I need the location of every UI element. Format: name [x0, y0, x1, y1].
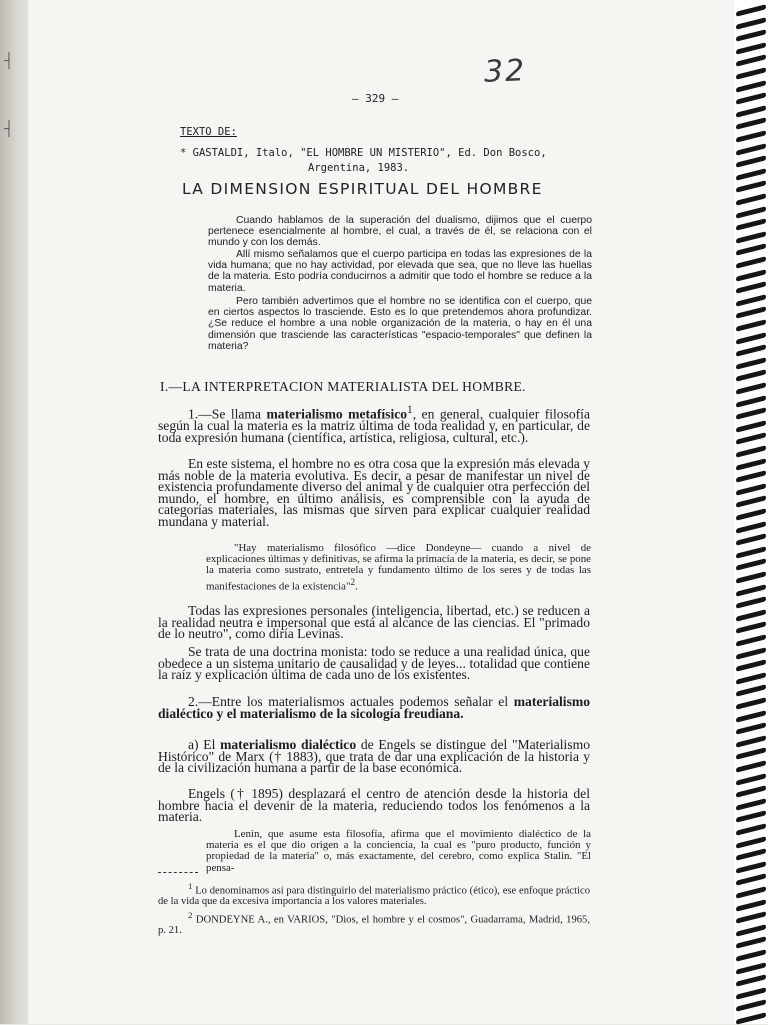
binding-coil: [736, 609, 766, 621]
footnote-ref: 1: [407, 404, 413, 416]
binding-coil: [736, 848, 766, 860]
binding-coil: [736, 168, 766, 180]
binding-coil: [736, 370, 766, 382]
binding-coil: [736, 496, 766, 508]
binding-coil: [736, 4, 766, 16]
binding-coil: [736, 29, 766, 41]
binding-coil: [736, 357, 766, 369]
binding-coil: [736, 735, 766, 747]
binding-coil: [736, 244, 766, 256]
section-heading: I.—LA INTERPRETACION MATERIALISTA DEL HOMBRE.: [160, 379, 526, 394]
binding-coil: [736, 559, 766, 571]
paragraph-materialismo-metafisico: 1.—Se llama materialismo metafísico$^1$, en general, cualquier filosofía según la cual la materia es la matriz última de toda realidad y, en particular, de toda expresión humana (científica, artística, religiosa, cultural, etc.).: [158, 404, 590, 445]
binding-coil: [736, 874, 766, 886]
binding-coil: [736, 697, 766, 709]
footnote-2: $^2$ DONDEYNE A., en VARIOS, "Dios, el hombre y el cosmos", Guadarrama, Madrid, 1965, p. 21.: [158, 910, 590, 936]
printed-page-number: – 329 –: [352, 92, 399, 105]
bold-term: materialismo dialéctico: [220, 737, 357, 752]
binding-coil: [736, 193, 766, 205]
intro-paragraph-3: Pero también advertimos que el hombre no se identifica con el cuerpo, que en ciertos aspectos lo trasciende. Esto es lo que pretendemos ahora profundizar. ¿Se reduce el hombre a una noble organización de la materia, o hay en él una dimensión que trasciende las características "espacio-temporales" que definen la materia?: [208, 296, 592, 352]
binding-coil: [736, 949, 766, 961]
binding-coil: [736, 760, 766, 772]
binding-coil: [736, 420, 766, 432]
binding-coil: [736, 319, 766, 331]
binding-coil: [736, 785, 766, 797]
binding-coil: [736, 143, 766, 155]
chapter-title: LA DIMENSION ESPIRITUAL DEL HOMBRE: [182, 180, 543, 198]
binding-coil: [736, 508, 766, 520]
binding-coil: [736, 281, 766, 293]
binding-coil: [736, 483, 766, 495]
binding-coil: [736, 130, 766, 142]
binding-coil: [736, 118, 766, 130]
bold-term: materialismo dialéctico y el materialismo de la sicología freudiana.: [158, 694, 590, 721]
binding-coil: [736, 987, 766, 999]
binding-coil: [736, 584, 766, 596]
binding-coil: [736, 672, 766, 684]
handwritten-page-number: 32: [483, 53, 527, 90]
margin-mark: ┤: [4, 120, 14, 136]
paragraph-materialismo-dialectico: a) El materialismo dialéctico de Engels se distingue del "Materialismo Histórico" de Marx († 1883), que trata de dar una explicación de la historia y de la civilización humana a partir de la base económica.: [158, 737, 590, 776]
binding-coil: [736, 155, 766, 167]
binding-coil: [736, 798, 766, 810]
binding-coil: [736, 974, 766, 986]
source-citation-line2: Argentina, 1983.: [308, 162, 410, 174]
binding-coil: [736, 458, 766, 470]
binding-coil: [736, 634, 766, 646]
footnote-mark: 1: [188, 881, 193, 891]
binding-coil: [736, 269, 766, 281]
source-label: TEXTO DE:: [180, 126, 237, 138]
binding-coil: [736, 80, 766, 92]
source-citation-line1: * GASTALDI, Italo, "EL HOMBRE UN MISTERIO", Ed. Don Bosco,: [180, 147, 547, 159]
binding-coil: [736, 294, 766, 306]
paragraph-monista: Se trata de una doctrina monista: todo se reduce a una realidad única, que obedece a un sistema unitario de causalidad y de leyes... totalidad que contiene la raíz y explicación última de cada uno de los existentes.: [158, 644, 590, 683]
binding-coil: [736, 67, 766, 79]
binding-coil: [736, 748, 766, 760]
binding-coil: [736, 836, 766, 848]
binding-coil: [736, 344, 766, 356]
bold-term: materialismo metafísico: [266, 406, 408, 422]
binding-coil: [736, 307, 766, 319]
binding-coil: [736, 445, 766, 457]
binding-coil: [736, 332, 766, 344]
binding-coil: [736, 231, 766, 243]
footnote-1: $^1$ Lo denominamos así para distinguirlo del materialismo práctico (ético), ese enfoque práctico de la vida que da excesiva importancia a los valores materiales.: [158, 881, 590, 907]
block-quote-lenin: Lenin, que asume esta filosofía, afirma que el movimiento dialéctico de la materia es el que dio origen a la conciencia, la cual es "puro producto, función y propiedad de la materia" o, más exactamente, del cerebro, como explica Stalin. "El pensa-: [206, 828, 591, 874]
binding-coil: [736, 521, 766, 533]
binding-coil: [736, 181, 766, 193]
binding-coil: [736, 433, 766, 445]
binding-coil: [736, 823, 766, 835]
footnote-mark: 2: [188, 910, 193, 920]
binding-coil: [736, 92, 766, 104]
paragraph-materialismos-actuales: 2.—Entre los materialismos actuales podemos señalar el materialismo dialéctico y el materialismo de la sicología freudiana.: [158, 694, 590, 721]
binding-coil: [736, 710, 766, 722]
binding-coil: [736, 395, 766, 407]
binding-coil: [736, 218, 766, 230]
binding-coil: [736, 962, 766, 974]
paragraph-expresiones: Todas las expresiones personales (inteligencia, libertad, etc.) se reducen a la realidad neutra e impersonal que está al alcance de las ciencias. El "primado de lo neutro", como diría Levinas.: [158, 603, 590, 642]
binding-coil: [736, 596, 766, 608]
binding-coil: [736, 105, 766, 117]
binding-coil: [736, 886, 766, 898]
binding-coil: [736, 382, 766, 394]
binding-coil: [736, 17, 766, 29]
binding-coil: [736, 1012, 766, 1024]
footnote-divider: [158, 872, 198, 873]
binding-coil: [736, 533, 766, 545]
intro-paragraph-2: Allí mismo señalamos que el cuerpo participa en todas las expresiones de la vida humana; que no hay actividad, por elevada que sea, que no lleve las huellas de la materia. Esto podría conducirnos a admitir que todo el hombre se reduce a la materia.: [208, 249, 592, 294]
binding-coil: [736, 647, 766, 659]
binding-coil: [736, 899, 766, 911]
binding-coil: [736, 773, 766, 785]
binding-coil: [736, 546, 766, 558]
binding-coil: [736, 55, 766, 67]
binding-coil: [736, 622, 766, 634]
paragraph-engels: Engels († 1895) desplazará el centro de atención desde la historia del hombre hacia el devenir de la materia, reduciendo todos los fenómenos a la materia.: [158, 786, 590, 825]
binding-coil: [736, 407, 766, 419]
binding-coil: [736, 937, 766, 949]
binding-coil: [736, 722, 766, 734]
binding-coil: [736, 206, 766, 218]
binding-coil: [736, 924, 766, 936]
spiral-binding: [734, 0, 768, 1024]
binding-coil: [736, 470, 766, 482]
paragraph-sistema: En este sistema, el hombre no es otra cosa que la expresión más elevada y más noble de la materia evolutiva. Es decir, a pesar de manifestar un nivel de existencia profundamente diverso del animal y de cualquier otra perfección del mundo, el hombre, en último análisis, es comprensible con la ayuda de categorías materiales, las mismas que sirven para explicar cualquier realidad mundana y material.: [158, 456, 591, 529]
binding-coil: [736, 571, 766, 583]
binding-coil: [736, 811, 766, 823]
binding-coil: [736, 1000, 766, 1012]
binding-coil: [736, 42, 766, 54]
block-quote-dondeyne: "Hay materialismo filosófico —dice Dondeyne— cuando a nivel de explicaciones últimas y definitivas, se afirma la primacía de la materia, es decir, se pone la materia como sustrato, entretela y fundamento último de los seres y de todas las manifestaciones de la existencia"$^2$.: [206, 542, 591, 593]
binding-coil: [736, 685, 766, 697]
binding-coil: [736, 911, 766, 923]
footnote-ref: 2: [350, 576, 355, 587]
binding-coil: [736, 861, 766, 873]
margin-mark: ┤: [4, 52, 14, 68]
intro-paragraph-1: Cuando hablamos de la superación del dualismo, dijimos que el cuerpo pertenece esencialmente al hombre, el cual, a través de él, se relaciona con el mundo y con los demás.: [208, 215, 592, 249]
binding-coil: [736, 659, 766, 671]
binding-coil: [736, 256, 766, 268]
